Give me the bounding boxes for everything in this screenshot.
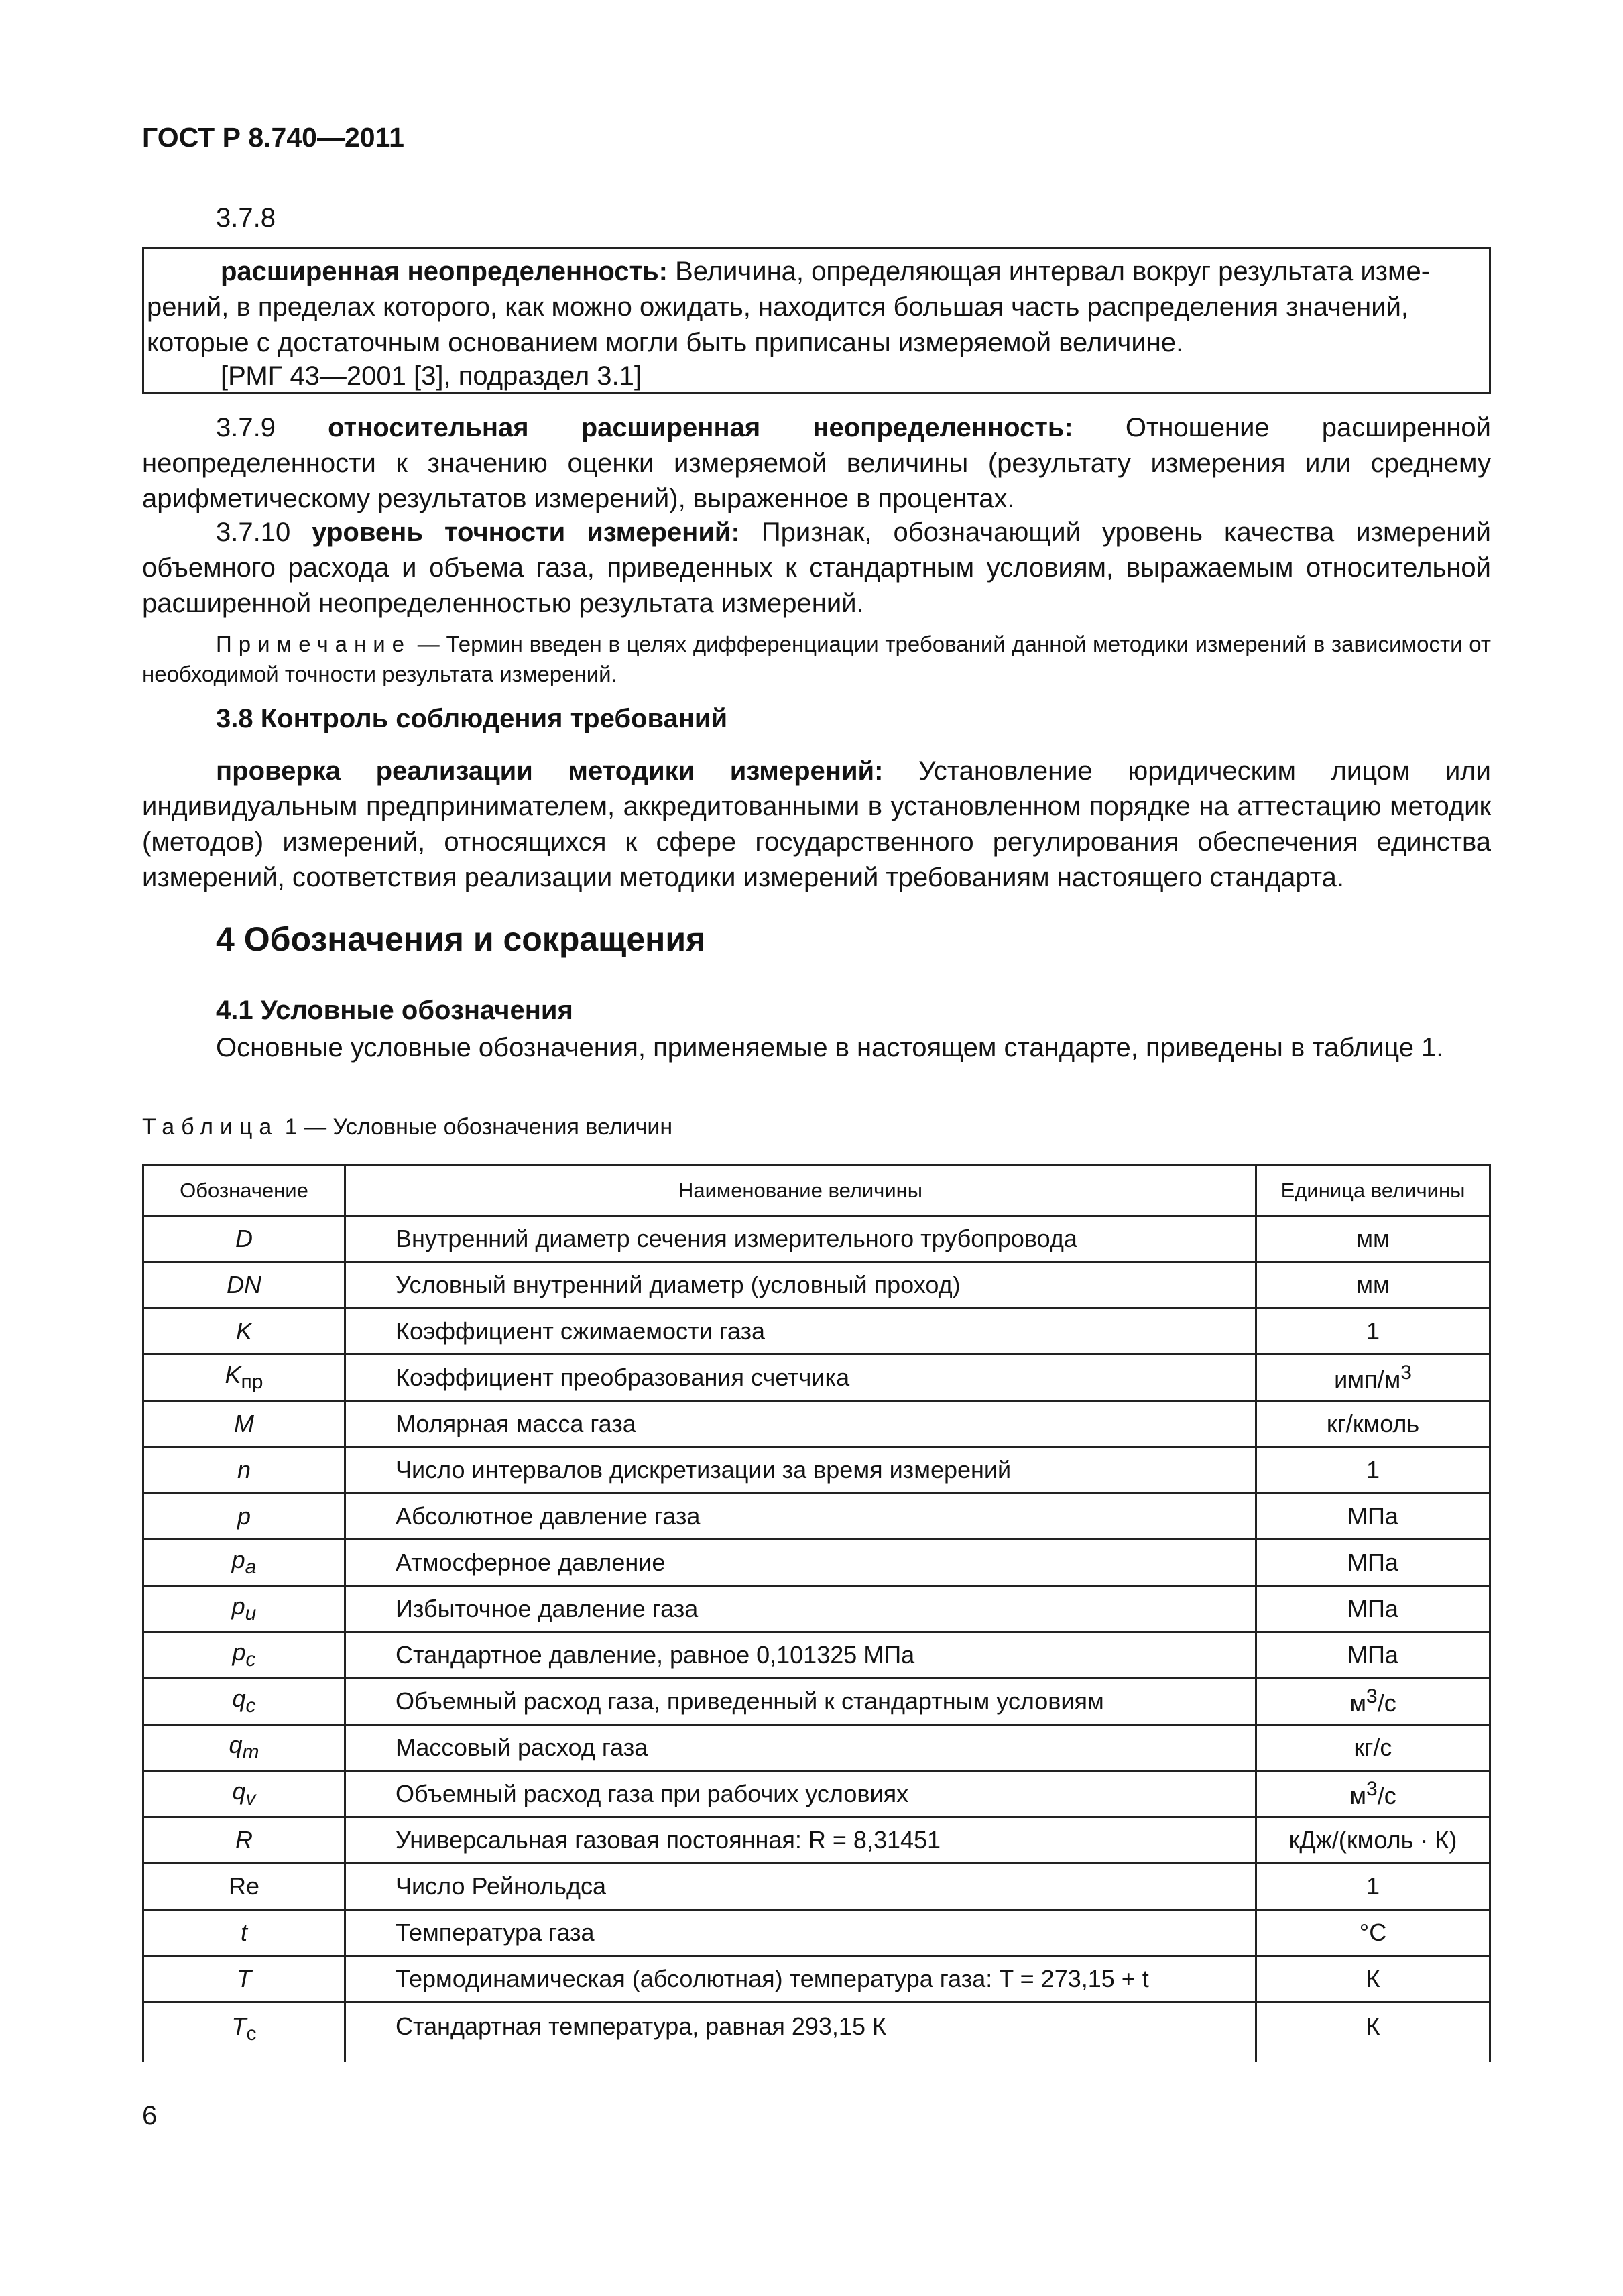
table-row [143,1540,1490,1586]
cell-symbol: DN [143,1262,345,1309]
cell-symbol: $q_c$ [143,1679,345,1725]
cell-quantity-name: Внутренний диаметр сечения измерительного трубопровода [345,1216,1256,1262]
paragraph-3-7-9: 3.7.9 относительная расширенная неопределенность: Отношение расширенной неопределенности к значению оценки измеряемой величины (результату измерения или среднему арифметическому результатов измерений), выраженное в процентах. [142,413,1491,513]
cell-quantity-name: Молярная масса газа [345,1401,1256,1447]
cell-quantity-name: Число интервалов дискретизации за время измерений [345,1447,1256,1494]
cell-symbol: $q_m$ [143,1725,345,1771]
cell-unit: 1 [1256,1864,1490,1910]
cell-symbol: K [143,1309,345,1355]
cell-unit: МПа [1256,1540,1490,1586]
cell-symbol: $T_c$ [143,2002,345,2063]
table-row [143,1632,1490,1679]
cell-unit: МПа [1256,1586,1490,1632]
cell-symbol: $p_u$ [143,1586,345,1632]
table-row [143,1355,1490,1401]
table-row [143,1262,1490,1309]
cell-quantity-name: Коэффициент преобразования счетчика [345,1355,1256,1401]
section-4-1-text: Основные условные обозначения, применяемые в настоящем стандарте, приведены в таблице 1. [216,1033,1444,1063]
table-row [143,1401,1490,1447]
table-row [143,1494,1490,1540]
term-verification: проверка реализации методики измерений: [216,756,884,786]
cell-unit: К [1256,2002,1490,2063]
section-4-title: 4 Обозначения и сокращения [216,920,706,958]
term-expanded-uncertainty: расширенная неопределенность: [221,257,668,286]
table-row [143,1956,1490,2002]
table-row [143,1864,1490,1910]
cell-unit: $м^3/с$ [1256,1771,1490,1817]
header-unit: Единица величины [1256,1165,1490,1216]
term-accuracy-level: уровень точности измерений: [312,518,740,547]
cell-quantity-name: Атмосферное давление [345,1540,1256,1586]
table-header-row [143,1165,1490,1216]
table-row [143,1910,1490,1956]
cell-quantity-name: Стандартное давление, равное 0,101325 МПа [345,1632,1256,1679]
cell-unit: кг/кмоль [1256,1401,1490,1447]
cell-unit: МПа [1256,1494,1490,1540]
cell-quantity-name: Избыточное давление газа [345,1586,1256,1632]
cell-symbol: $q_v$ [143,1771,345,1817]
cell-quantity-name: Объемный расход газа, приведенный к стандартным условиям [345,1679,1256,1725]
section-4-1-title: 4.1 Условные обозначения [216,995,573,1025]
table-caption: Таблица 1 — Условные обозначения величин [142,1114,673,1140]
cell-unit: °С [1256,1910,1490,1956]
cell-unit: мм [1256,1262,1490,1309]
section-3-8-title: 3.8 Контроль соблюдения требований [216,704,728,733]
cell-unit: К [1256,1956,1490,2002]
document-header: ГОСТ Р 8.740—2011 [142,122,404,153]
definition-box [142,247,1491,394]
term-relative-expanded-uncertainty: относительная расширенная неопределенность: [328,413,1073,442]
cell-unit: кДж/(кмоль · К) [1256,1817,1490,1864]
cell-quantity-name: Стандартная температура, равная 293,15 К [345,2002,1256,2063]
paragraph-3-7-10: 3.7.10 уровень точности измерений: Признак, обозначающий уровень качества измерений объемного расхода и объема газа, приведенных к стандартным условиям, выражаемым относительной расширенной неопределенностью результата измерений. [142,518,1491,618]
cell-symbol: M [143,1401,345,1447]
cell-quantity-name: Абсолютное давление газа [345,1494,1256,1540]
table-row [143,1679,1490,1725]
header-symbol: Обозначение [143,1165,345,1216]
paragraph-3-8: проверка реализации методики измерений: Установление юридическим лицом или индивидуальным предпринимателем, аккредитованными в установленном порядке на аттестацию методик (методов) измерений, относящихся к сфере государственного регулирования обеспечения единства измерений, соответствия реализации методики измерений требованиям настоящего стандарта. [142,756,1491,892]
cell-symbol: n [143,1447,345,1494]
cell-symbol: t [143,1910,345,1956]
cell-symbol: p [143,1494,345,1540]
table-row [143,1216,1490,1262]
cell-unit: 1 [1256,1309,1490,1355]
table-row [143,1447,1490,1494]
cell-symbol: T [143,1956,345,2002]
note-label: Примечание [216,631,412,656]
cell-quantity-name: Термодинамическая (абсолютная) температура газа: T = 273,15 + t [345,1956,1256,2002]
table-row [143,1817,1490,1864]
note-paragraph: Примечание — Термин введен в целях дифференциации требований данной методики измерений в зависимости от необходимой точности результата измерений. [142,631,1491,686]
cell-unit: мм [1256,1216,1490,1262]
definition-reference: [РМГ 43—2001 [3], подраздел 3.1] [221,361,642,391]
definition-line-2: рений, в пределах которого, как можно ожидать, находится большая часть распределения значений, [147,292,1409,322]
definition-line-3: которые с достаточным основанием могли быть приписаны измеряемой величине. [147,328,1184,357]
definition-line-1: расширенная неопределенность: Величина, определяющая интервал вокруг результата изме- [221,257,1431,286]
cell-unit: $м^3/с$ [1256,1679,1490,1725]
table-row [143,1771,1490,1817]
cell-symbol: $K_{пр}$ [143,1355,345,1401]
table-row [143,2002,1490,2063]
cell-unit: МПа [1256,1632,1490,1679]
cell-quantity-name: Универсальная газовая постоянная: R = 8,31451 [345,1817,1256,1864]
cell-quantity-name: Массовый расход газа [345,1725,1256,1771]
cell-unit: имп/$м^3$ [1256,1355,1490,1401]
header-quantity-name: Наименование величины [345,1165,1256,1216]
cell-symbol: D [143,1216,345,1262]
cell-symbol: Re [143,1864,345,1910]
cell-symbol: $p_c$ [143,1632,345,1679]
cell-quantity-name: Число Рейнольдса [345,1864,1256,1910]
cell-symbol: $p_a$ [143,1540,345,1586]
page-number: 6 [142,2101,158,2130]
cell-quantity-name: Температура газа [345,1910,1256,1956]
table-row [143,1309,1490,1355]
cell-symbol: R [143,1817,345,1864]
cell-unit: кг/с [1256,1725,1490,1771]
cell-quantity-name: Коэффициент сжимаемости газа [345,1309,1256,1355]
table-row [143,1586,1490,1632]
cell-quantity-name: Объемный расход газа при рабочих условиях [345,1771,1256,1817]
symbols-table [142,1164,1491,2062]
table-row [143,1725,1490,1771]
section-number-3-7-8: 3.7.8 [216,203,276,233]
cell-unit: 1 [1256,1447,1490,1494]
cell-quantity-name: Условный внутренний диаметр (условный проход) [345,1262,1256,1309]
